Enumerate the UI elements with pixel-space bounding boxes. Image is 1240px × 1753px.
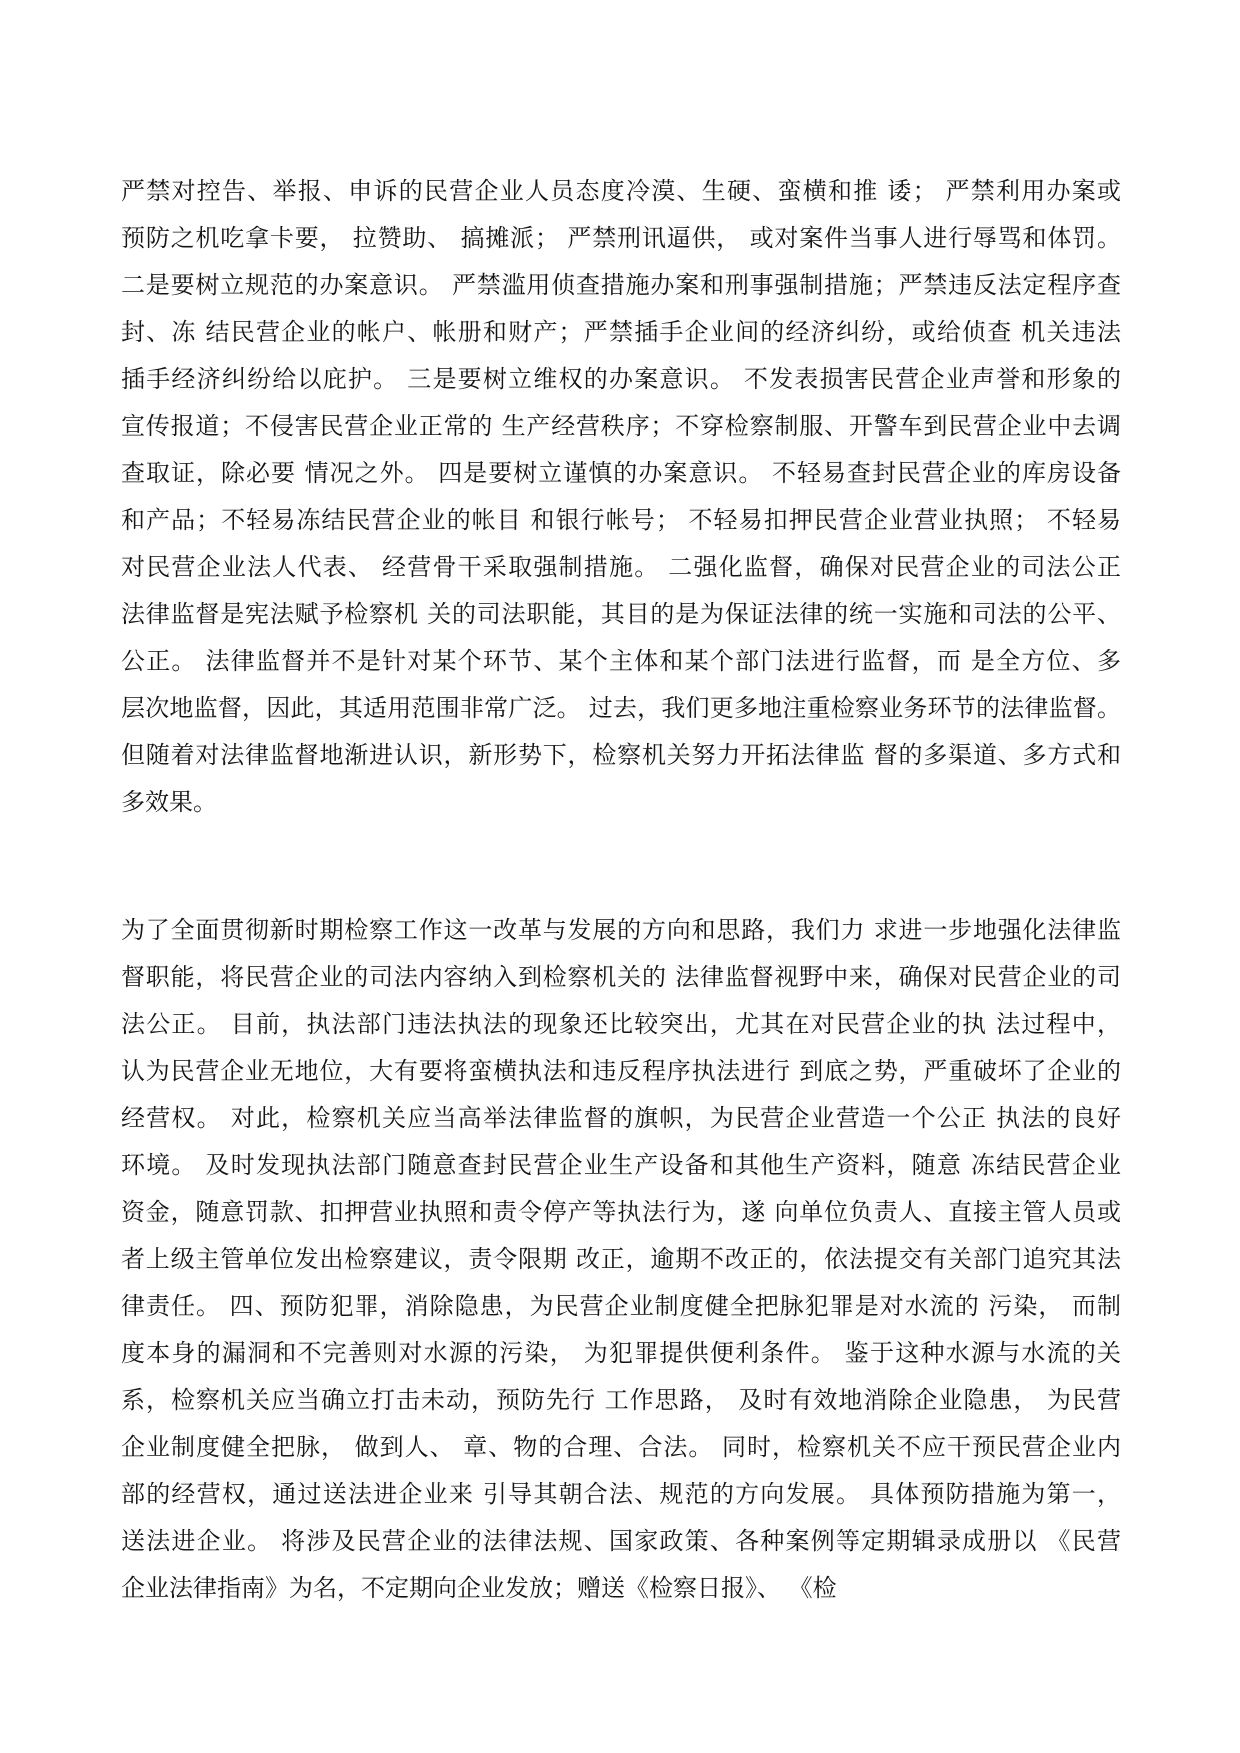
text-line: 企业法律指南》为名，不定期向企业发放；赠送《检察日报》、 《检	[121, 1574, 837, 1602]
text-line: 资金，随意罚款、扣押营业执照和责令停产等执法行为，遂 向单位负责人、直接主管人员或	[121, 1198, 1121, 1226]
text-line: 送法进企业。 将涉及民营企业的法律法规、国家政策、各种案例等定期辑录成册以 《民营	[121, 1527, 1121, 1555]
text-line: 多效果。	[121, 788, 217, 816]
paragraph	[121, 907, 1121, 1612]
text-line: 二是要树立规范的办案意识。 严禁滥用侦查措施办案和刑事强制措施；严禁违反法定程序查	[121, 271, 1121, 299]
text-line: 律责任。 四、预防犯罪，消除隐患，为民营企业制度健全把脉犯罪是对水流的 污染， 而制	[121, 1292, 1121, 1320]
text-line: 度本身的漏洞和不完善则对水源的污染， 为犯罪提供便利条件。 鉴于这种水源与水流的关	[121, 1339, 1121, 1367]
text-line: 企业制度健全把脉， 做到人、 章、物的合理、合法。 同时，检察机关不应干预民营企业内	[121, 1433, 1121, 1461]
text-line: 和产品；不轻易冻结民营企业的帐目 和银行帐号； 不轻易扣押民营企业营业执照； 不轻易	[121, 506, 1121, 534]
text-line: 层次地监督，因此，其适用范围非常广泛。 过去，我们更多地注重检察业务环节的法律监督。	[121, 694, 1121, 722]
text-line: 为了全面贯彻新时期检察工作这一改革与发展的方向和思路，我们力 求进一步地强化法律监	[121, 916, 1121, 944]
paragraph	[121, 168, 1121, 826]
text-line: 对民营企业法人代表、 经营骨干采取强制措施。 二强化监督，确保对民营企业的司法公正	[121, 553, 1121, 581]
text-line: 预防之机吃拿卡要， 拉赞助、 搞摊派； 严禁刑讯逼供， 或对案件当事人进行辱骂和体罚。	[121, 224, 1121, 252]
text-line: 部的经营权，通过送法进企业来 引导其朝合法、规范的方向发展。 具体预防措施为第一，	[121, 1480, 1121, 1508]
text-line: 者上级主管单位发出检察建议，责令限期 改正，逾期不改正的，依法提交有关部门追究其法	[121, 1245, 1121, 1273]
text-line: 经营权。 对此，检察机关应当高举法律监督的旗帜，为民营企业营造一个公正 执法的良好	[121, 1104, 1121, 1132]
text-line: 插手经济纠纷给以庇护。 三是要树立维权的办案意识。 不发表损害民营企业声誉和形象的	[121, 365, 1121, 393]
text-line: 法律监督是宪法赋予检察机 关的司法职能，其目的是为保证法律的统一实施和司法的公平、	[121, 600, 1121, 628]
text-line: 法公正。 目前，执法部门违法执法的现象还比较突出，尤其在对民营企业的执 法过程中，	[121, 1010, 1121, 1038]
text-line: 宣传报道；不侵害民营企业正常的 生产经营秩序；不穿检察制服、开警车到民营企业中去调	[121, 412, 1121, 440]
text-line: 督职能，将民营企业的司法内容纳入到检察机关的 法律监督视野中来，确保对民营企业的司	[121, 963, 1121, 991]
text-line: 系，检察机关应当确立打击未动，预防先行 工作思路， 及时有效地消除企业隐患， 为民营	[121, 1386, 1121, 1414]
text-line: 查取证，除必要 情况之外。 四是要树立谨慎的办案意识。 不轻易查封民营企业的库房设备	[121, 459, 1121, 487]
text-line: 严禁对控告、举报、申诉的民营企业人员态度冷漠、生硬、蛮横和推 诿； 严禁利用办案或	[121, 177, 1121, 205]
text-line: 封、冻 结民营企业的帐户、帐册和财产；严禁插手企业间的经济纠纷，或给侦查 机关违法	[121, 318, 1121, 346]
text-line: 公正。 法律监督并不是针对某个环节、某个主体和某个部门法进行监督，而 是全方位、多	[121, 647, 1121, 675]
text-line: 环境。 及时发现执法部门随意查封民营企业生产设备和其他生产资料，随意 冻结民营企业	[121, 1151, 1121, 1179]
text-line: 认为民营企业无地位，大有要将蛮横执法和违反程序执法进行 到底之势，严重破坏了企业的	[121, 1057, 1121, 1085]
text-line: 但随着对法律监督地渐进认识，新形势下，检察机关努力开拓法律监 督的多渠道、多方式和	[121, 741, 1121, 769]
